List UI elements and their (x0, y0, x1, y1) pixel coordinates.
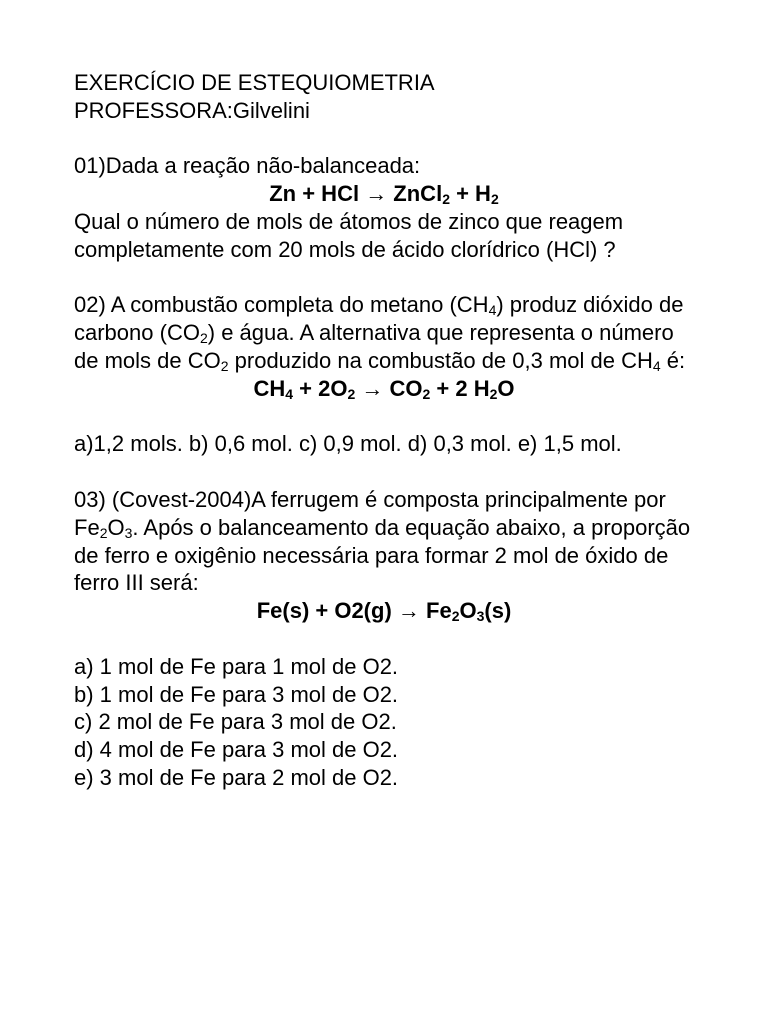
spacer (74, 403, 694, 431)
question-3-option-b: b) 1 mol de Fe para 3 mol de O2. (74, 681, 399, 707)
question-3-text: 03) (Covest-2004)A ferrugem é composta principalmente por $Fe_2O_3$. Após o balanceamento da equação abaixo, a proporção de ferro e oxigênio necessária para formar 2 mol de óxido de ferro III será: (74, 486, 691, 596)
spacer (74, 125, 694, 153)
spacer (74, 625, 694, 653)
arrow-icon: → (361, 375, 384, 401)
arrow-icon: → (397, 598, 420, 624)
spacer (74, 458, 694, 486)
document-title: EXERCÍCIO DE ESTEQUIOMETRIA (74, 70, 435, 95)
question-3-equation: $Fe(s) + O2(g) \to Fe_2O_3(s)$ (256, 598, 512, 625)
spacer (74, 264, 694, 292)
document-page (74, 69, 694, 792)
question-3-option-a: a) 1 mol de Fe para 1 mol de O2. (74, 653, 399, 679)
question-3-option-d: d) 4 mol de Fe para 3 mol de O2. (74, 737, 399, 763)
question-3-option-c: c) 2 mol de Fe para 3 mol de O2. (74, 709, 397, 735)
question-2-options: a)1,2 mols. b) 0,6 mol. c) 0,9 mol. d) 0,3 mol. e) 1,5 mol. (74, 431, 622, 457)
question-3-option-e: e) 3 mol de Fe para 2 mol de O2. (74, 764, 399, 790)
arrow-icon: → (365, 181, 388, 207)
question-1-text: Qual o número de mols de átomos de zinco que reagem completamente com 20 mols de ácido clorídrico (HCl) ? (74, 208, 624, 262)
teacher-name: PROFESSORA:Gilvelini (74, 97, 310, 123)
question-2-text: 02) A combustão completa do metano $(CH_4)$ produz dióxido de carbono $(CO_2)$ e água. A alternativa que representa o número de mols de $CO_2$ produzido na combustão de 0,3 mol de $CH_4$ é: (74, 292, 686, 374)
question-1-prompt: 01)Dada a reação não-balanceada: (74, 153, 421, 179)
question-1-equation: Zn + HCl → ZnCl$_2$ + $H_2$ (269, 181, 499, 208)
question-2-equation: $CH_4 + 2O_2 \to CO_2 + 2$ $H_2O$ (253, 375, 515, 402)
